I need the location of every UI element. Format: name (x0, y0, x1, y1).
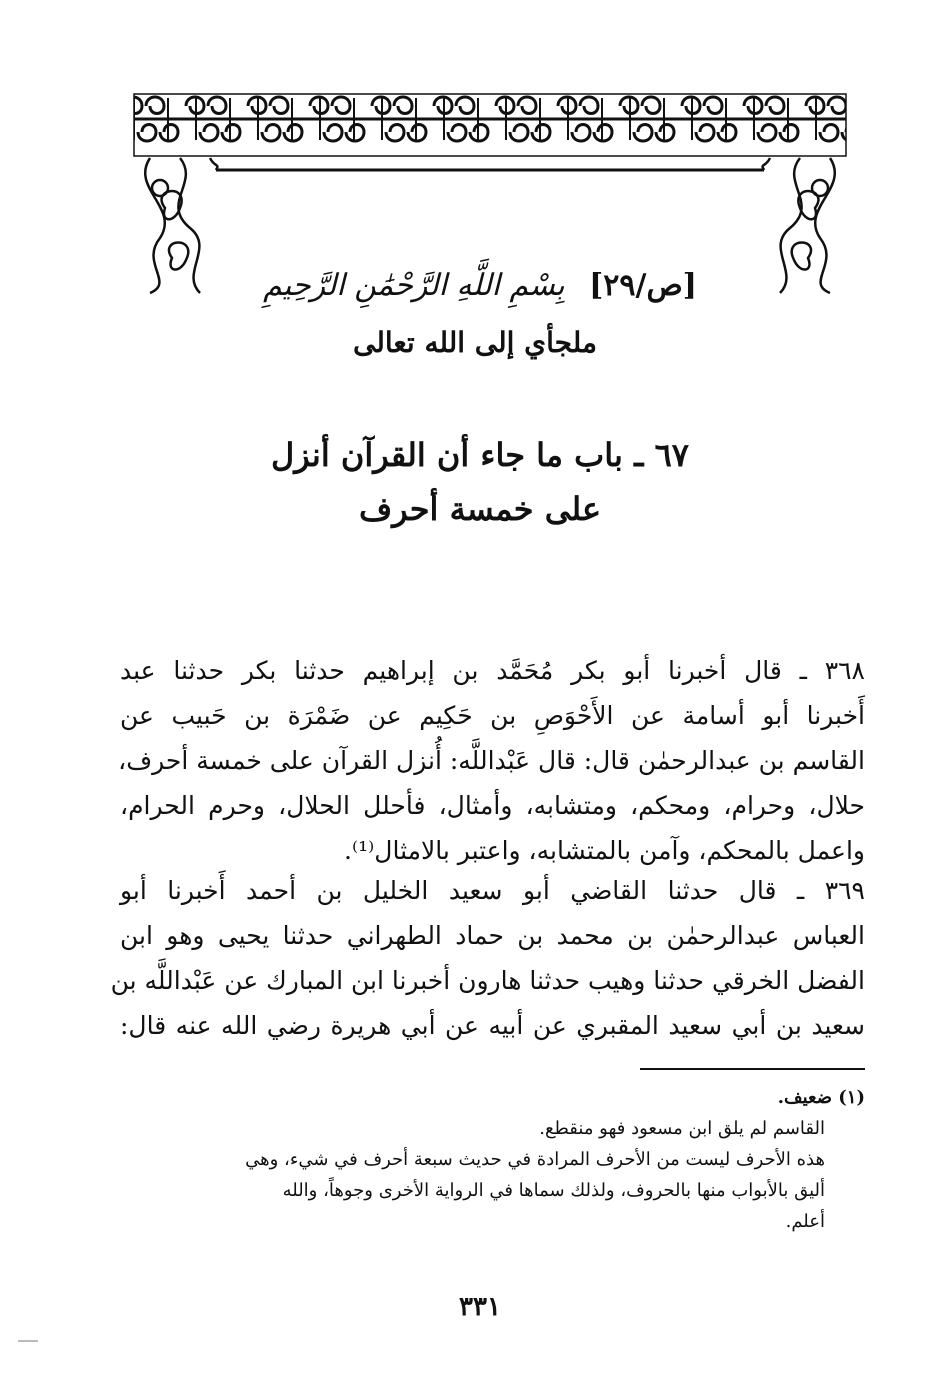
footnote-line: أليق بالأبواب منها بالحروف، ولذلك سماها في الرواية الأخرى وجوهاً، والله (282, 1180, 825, 1201)
footnote-line: هذه الأحرف ليست من الأحرف المرادة في حديث سبعة أحرف في شيء، وهي (245, 1149, 825, 1170)
chapter-heading (200, 428, 760, 536)
hadith-369 (110, 868, 865, 1048)
text-line: حلال، وحرام، ومحكم، ومتشابه، وأمثال، فأحلل الحلال، وحرم الحرام، (120, 791, 865, 820)
text-line: القاسم بن عبدالرحمٰن قال: قال عَبْداللَّه: أُنزل القرآن على خمسة أحرف، (118, 746, 865, 775)
text-line: سعيد بن أبي سعيد المقبري عن أبيه عن أبي هريرة رضي الله عنه قال: (120, 1011, 865, 1040)
basmala-line (200, 268, 760, 303)
footnote-line: أعلم. (785, 1211, 825, 1232)
chapter-heading-line: على خمسة أحرف (358, 490, 602, 528)
text-line: ٣٦٨ ـ قال أخبرنا أبو بكر مُحَمَّد بن إبراهيم حدثنا بكر حدثنا عبد (120, 656, 865, 685)
text-line: العباس عبدالرحمٰن بن محمد بن حماد الطهراني حدثنا يحيى وهو ابن (120, 921, 865, 950)
page-number: ٣٣١ (459, 1292, 501, 1322)
hadith-368 (120, 648, 865, 873)
footnote-line: القاسم لم يلق ابن مسعود فهو منقطع. (539, 1118, 825, 1139)
chapter-heading-line: ٦٧ ـ باب ما جاء أن القرآن أنزل (271, 436, 689, 474)
footnote-divider (640, 1068, 865, 1070)
footnote-marker: (١) ضعيف. (777, 1087, 865, 1108)
text-line: أَخبرنا أبو أسامة عن الأَحْوَصِ بن حَكِيم عن ضَمْرَة بن حَبيب عن (120, 701, 865, 730)
basmala: بِسْمِ اللَّهِ الرَّحْمَٰنِ الرَّحِيمِ (263, 268, 565, 303)
page-reference: [ص/٢٩] (589, 268, 697, 303)
text-line: الفضل الخرقي حدثنا وهيب حدثنا هارون أخبرنا ابن المبارك عن عَبْداللَّه بن (110, 966, 865, 995)
text-line: ٣٦٩ ـ قال حدثنا القاضي أبو سعيد الخليل بن أحمد أَخبرنا أبو (120, 876, 865, 905)
dedication-subtitle: ملجأي إلى الله تعالى (353, 326, 597, 359)
footnotes (120, 1082, 865, 1237)
ornamental-header-frame (120, 88, 860, 298)
scan-speck (18, 1340, 38, 1342)
text-line: واعمل بالمحكم، وآمن بالمتشابه، واعتبر بالامثال⁽¹⁾. (344, 836, 865, 865)
